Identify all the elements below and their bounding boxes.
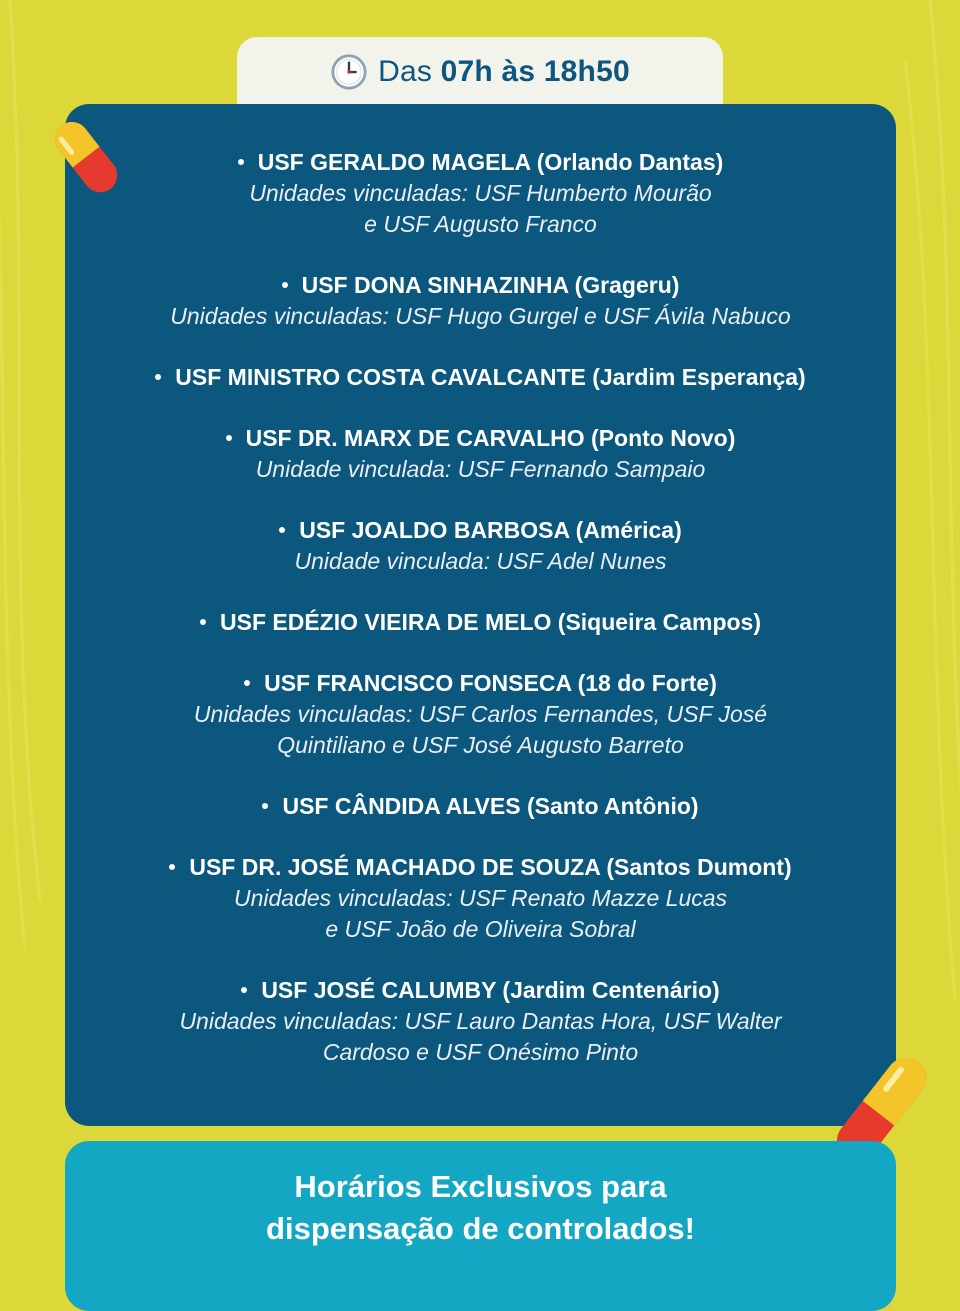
bullet: [241, 987, 247, 993]
bullet: [226, 435, 232, 441]
unit-name: [65, 852, 896, 883]
linked-units: Unidade vinculada: USF Fernando Sampaio: [255, 456, 706, 482]
clock-icon: [330, 53, 368, 91]
linked-units: Unidades vinculadas: USF Lauro Dantas Hora, USF Walter Cardoso e USF Onésimo Pinto: [179, 1008, 782, 1065]
linked-units: Unidades vinculadas: USF Renato Mazze Lucas e USF João de Oliveira Sobral: [233, 885, 728, 942]
linked-units: Unidades vinculadas: USF Carlos Fernandes, USF José Quintiliano e USF José Augusto Barreto: [193, 701, 768, 758]
unit-name-text: USF FRANCISCO FONSECA (18 do Forte): [264, 670, 717, 696]
unit-name-text: USF DR. MARX DE CARVALHO (Ponto Novo): [245, 425, 736, 451]
list-item: [65, 515, 896, 577]
unit-name-text: USF DONA SINHAZINHA (Grageru): [301, 272, 680, 298]
schedule-label: [378, 55, 630, 89]
list-item: [65, 607, 896, 638]
unit-name: [65, 423, 896, 454]
units-list: [65, 147, 896, 1098]
linked-units: Unidades vinculadas: USF Hugo Gurgel e USF Ávila Nabuco: [170, 303, 791, 329]
unit-name-text: USF MINISTRO COSTA CAVALCANTE (Jardim Esperança): [175, 364, 806, 390]
bullet: [262, 803, 268, 809]
unit-name: [65, 147, 896, 178]
list-item: [65, 975, 896, 1068]
list-item: [65, 270, 896, 332]
time-prefix: Das: [378, 55, 433, 88]
unit-name-text: USF DR. JOSÉ MACHADO DE SOUZA (Santos Dumont): [189, 854, 792, 880]
unit-name-text: USF GERALDO MAGELA (Orlando Dantas): [257, 149, 724, 175]
unit-name-text: USF CÂNDIDA ALVES (Santo Antônio): [282, 793, 699, 819]
list-item: [65, 423, 896, 485]
unit-name: [65, 362, 896, 393]
unit-name-text: USF JOALDO BARBOSA (América): [299, 517, 682, 543]
bullet: [282, 282, 288, 288]
linked-units: Unidade vinculada: USF Adel Nunes: [294, 548, 667, 574]
list-item: [65, 791, 896, 822]
unit-name: [65, 975, 896, 1006]
list-item: [65, 362, 896, 393]
bullet: [155, 374, 161, 380]
unit-name: [65, 270, 896, 301]
unit-name: [65, 607, 896, 638]
unit-name-text: USF EDÉZIO VIEIRA DE MELO (Siqueira Campos): [220, 609, 761, 635]
schedule-time: [330, 53, 630, 91]
unit-name: [65, 668, 896, 699]
banner-text: Horários Exclusivos para dispensação de controlados!: [266, 1169, 695, 1246]
bullet: [244, 680, 250, 686]
list-item: [65, 668, 896, 761]
time-range: 07h às 18h50: [440, 55, 630, 88]
bullet: [279, 527, 285, 533]
bullet: [238, 159, 244, 165]
linked-units: Unidades vinculadas: USF Humberto Mourão e USF Augusto Franco: [249, 180, 712, 237]
list-item: [65, 852, 896, 945]
unit-name: [65, 515, 896, 546]
unit-name-text: USF JOSÉ CALUMBY (Jardim Centenário): [261, 977, 720, 1003]
unit-name: [65, 791, 896, 822]
bullet: [169, 864, 175, 870]
bullet: [200, 619, 206, 625]
list-item: [65, 147, 896, 240]
